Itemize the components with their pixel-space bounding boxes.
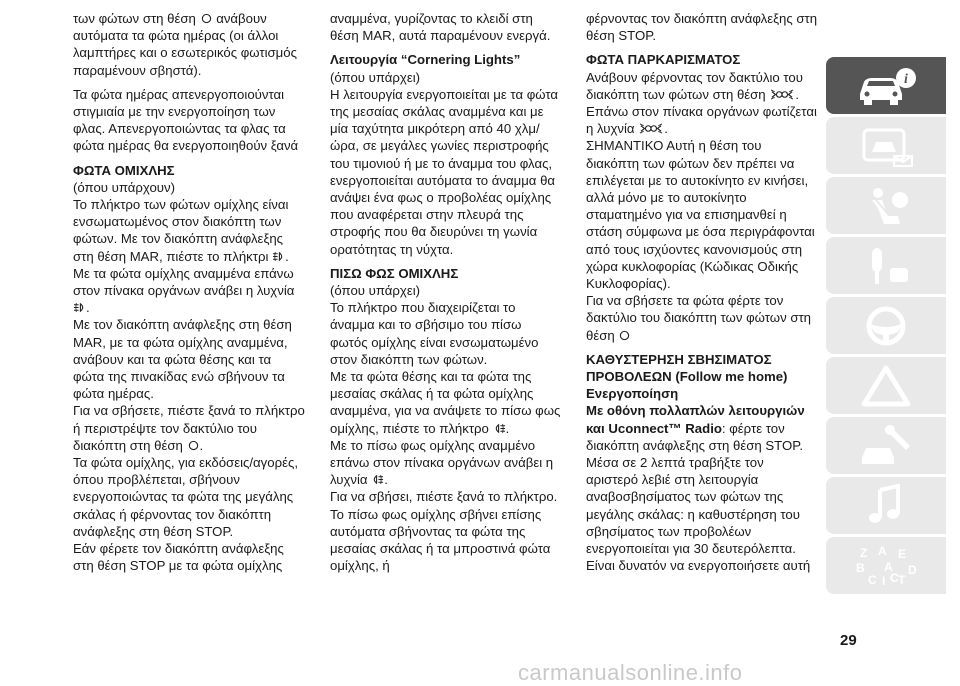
index-letter: E bbox=[898, 546, 907, 561]
chapter-sidebar bbox=[826, 57, 946, 597]
text-column-3 bbox=[586, 10, 818, 575]
page-number: 29 bbox=[840, 632, 857, 649]
index-letter: B bbox=[856, 560, 865, 575]
paragraph: Τα φώτα ημέρας απενεργοποιούνται στιγμιαία με την ενεργοποίηση των φλας. Απενεργοποιώντας τα φλας τα φώτα ημέρας θα ενεργοποιηθούν ξανά bbox=[73, 86, 299, 154]
steering-wheel-icon bbox=[854, 304, 918, 348]
chapter-tab-starting[interactable] bbox=[826, 237, 946, 294]
svg-text:i: i bbox=[904, 71, 908, 87]
car-warning-lights-icon bbox=[854, 124, 918, 168]
paragraph: Με οθόνη πολλαπλών λειτουργιών και Uconnect™ Radio: φέρτε τον διακόπτη ανάφλεξης στη θέση STOP. Μέσα σε 2 λεπτά τραβήξτε τον αριστερό λεβιέ στη λειτουργία αναβοσβησίματος των φώτων της μεγάλης σκάλας: η καθυστέρηση του σβησίματος των προβολέων ενεργοποιείται για 30 δευτερόλεπτα. Είναι δυνατόν να ενεργοποιήσετε αυτή bbox=[586, 403, 811, 574]
paragraph: των φώτων στη θέση ανάβουν αυτόματα τα φώτα ημέρας (οι άλλοι λαμπτήρες και ο εσωτερικός φωτισμός παραμένουν σβηστά). bbox=[73, 11, 297, 78]
section-heading: ΠΙΣΩ ΦΩΣ ΟΜΙΧΛΗΣ bbox=[330, 265, 459, 281]
parking-lights-icon bbox=[638, 123, 664, 134]
paragraph: Για να σβήσετε, πιέστε ξανά το πλήκτρο ή περιστρέψτε τον δακτύλιο του διακόπτη στη θέση . bbox=[73, 403, 305, 453]
paragraph: Το πλήκτρο που διαχειρίζεται το άναμμα και το σβήσιμο του πίσω φωτός ομίχλης είναι ενσωματωμένο στον διακόπτη των φώτων. bbox=[330, 300, 539, 367]
front-fog-light-icon bbox=[272, 251, 285, 262]
index-letter: A bbox=[878, 543, 887, 558]
paragraph: Με τα φώτα θέσης και τα φώτα της μεσαίας σκάλας ή τα φώτα ομίχλης αναμμένα, για να ανάψετε το πίσω φως ομίχλης, πιέστε το πλήκτρο . bbox=[330, 369, 561, 436]
paragraph: αναμμένα, γυρίζοντας το κλειδί στη θέση MAR, αυτά παραμένουν ενεργά. bbox=[330, 11, 551, 44]
rear-fog-light-icon bbox=[371, 474, 384, 485]
paragraph: Για να σβήσει, πιέστε ξανά το πλήκτρο. Το πίσω φως ομίχλης σβήνει επίσης αυτόματα σβήνοντας τα φώτα της μεσαίας σκάλας ή τα μπροστινά φώτα ομίχλης, ή bbox=[330, 489, 558, 574]
alphabet-index-icon bbox=[854, 544, 918, 588]
paragraph: Με τα φώτα ομίχλης αναμμένα επάνω στον πίνακα οργάνων ανάβει η λυχνία . bbox=[73, 265, 295, 316]
index-letter: T bbox=[898, 572, 906, 587]
parking-lights-icon bbox=[769, 89, 795, 100]
chapter-tab-warning-lights[interactable] bbox=[826, 117, 946, 174]
music-note-icon bbox=[854, 484, 918, 528]
ignition-key-icon bbox=[854, 244, 918, 288]
switch-off-position-icon bbox=[618, 330, 631, 341]
text-column-2 bbox=[330, 10, 562, 575]
switch-off-position-icon bbox=[187, 440, 200, 451]
section-heading: ΚΑΘΥΣΤΕΡΗΣΗ ΣΒΗΣΙΜΑΤΟΣ ΠΡΟΒΟΛΕΩΝ (Follow me home) bbox=[586, 351, 788, 385]
paragraph: Εάν φέρετε τον διακόπτη ανάφλεξης στη θέση STOP με τα φώτα ομίχλης bbox=[73, 541, 284, 574]
section-heading: ΦΩΤΑ ΟΜΙΧΛΗΣ bbox=[73, 162, 175, 178]
paragraph: Ανάβουν φέρνοντας τον δακτύλιο του διακόπτη των φώτων στη θέση . Επάνω στον πίνακα οργάνων φωτίζεται η λυχνία . bbox=[586, 69, 817, 137]
front-fog-light-icon bbox=[73, 302, 86, 313]
paragraph: φέρνοντας τον διακόπτη ανάφλεξης στη θέση STOP. bbox=[586, 11, 818, 44]
chapter-tab-multimedia[interactable] bbox=[826, 477, 946, 534]
chapter-tab-car-info[interactable] bbox=[826, 57, 946, 114]
chapter-tab-maintenance[interactable] bbox=[826, 417, 946, 474]
subheading-note: (όπου υπάρχει) bbox=[330, 283, 421, 299]
text-column-1 bbox=[73, 10, 305, 575]
airbag-seatbelt-icon bbox=[854, 184, 918, 228]
chapter-tab-index[interactable] bbox=[826, 537, 946, 594]
index-letter: C bbox=[890, 570, 899, 585]
chapter-tab-safety[interactable] bbox=[826, 177, 946, 234]
chapter-tab-driving[interactable] bbox=[826, 297, 946, 354]
index-letter: Z bbox=[860, 545, 868, 560]
index-letter: A bbox=[884, 559, 893, 574]
paragraph: Με τον διακόπτη ανάφλεξης στη θέση MAR, με τα φώτα ομίχλης αναμμένα, ανάβουν και τα φώτα θέσης και τα φώτα της πινακίδας ενώ σβήνουν τα φώτα ημέρας. bbox=[73, 317, 292, 402]
index-letter: C bbox=[868, 572, 877, 587]
rear-fog-light-icon bbox=[493, 423, 506, 434]
subheading-note: (όπου υπάρχει) bbox=[330, 69, 421, 85]
index-letter: D bbox=[908, 562, 917, 577]
paragraph: Τα φώτα ομίχλης, για εκδόσεις/αγορές, όπου προβλέπεται, σβήνουν ενεργοποιώντας τα φώτα της μεγάλης σκάλας ή φέρνοντας τον διακόπτη ανάφλεξης στη θέση STOP. bbox=[73, 455, 298, 539]
paragraph: Για να σβήσετε τα φώτα φέρτε τον δακτύλιο του διακόπτη των φώτων στη θέση bbox=[586, 293, 812, 343]
watermark: carmanualsonline.info bbox=[518, 660, 743, 685]
chapter-tab-emergency[interactable] bbox=[826, 357, 946, 414]
car-info-icon bbox=[854, 64, 918, 108]
wrench-car-icon bbox=[854, 424, 918, 468]
section-heading: Λειτουργία “Cornering Lights” bbox=[330, 52, 521, 68]
paragraph: Το πλήκτρο των φώτων ομίχλης είναι ενσωματωμένος στον διακόπτη των φώτων. Με τον διακόπτη ανάφλεξης στη θέση MAR, πιέστε το πλήκτρι . bbox=[73, 197, 289, 264]
section-heading: ΦΩΤΑ ΠΑΡΚΑΡΙΣΜΑΤΟΣ bbox=[586, 52, 741, 68]
subsection-heading: Ενεργοποίηση bbox=[586, 386, 679, 402]
index-letter: I bbox=[882, 573, 886, 588]
paragraph: ΣΗΜΑΝΤΙΚΟ Αυτή η θέση του διακόπτη των φώτων δεν πρέπει να επιλέγεται με το αυτοκίνητο εν κινήσει, αλλά μόνο με το αυτοκίνητο σταματημένο για να επισημανθεί η στάση σύμφωνα με όσα περιγράφονται από τους ισχύοντες κανονισμούς στη χώρα κυκλοφορίας (Κώδικας Οδικής Κυκλοφορίας). bbox=[586, 138, 815, 292]
subheading-note: (όπου υπάρχουν) bbox=[73, 179, 176, 195]
warning-triangle-icon bbox=[854, 364, 918, 408]
switch-off-position-icon bbox=[200, 13, 213, 24]
paragraph: Με το πίσω φως ομίχλης αναμμένο επάνω στον πίνακα οργάνων ανάβει η λυχνία . bbox=[330, 437, 554, 488]
paragraph: Η λειτουργία ενεργοποιείται με τα φώτα της μεσαίας σκάλας αναμμένα και με μία ταχύτητα μικρότερη από 40 χλμ/ώρα, σε μεγάλες γωνίες περιστροφής του τιμονιού ή με το άναμμα του φλας, ενεργοποιείται αυτόματα το άναμμα θα ανάψει ένα φως ο προβολέας ομίχλης που αναφέρεται στην πλευρά της στροφής που θα διευρύνει τη γωνία ορατότητας τη νύχτα. bbox=[330, 86, 559, 257]
